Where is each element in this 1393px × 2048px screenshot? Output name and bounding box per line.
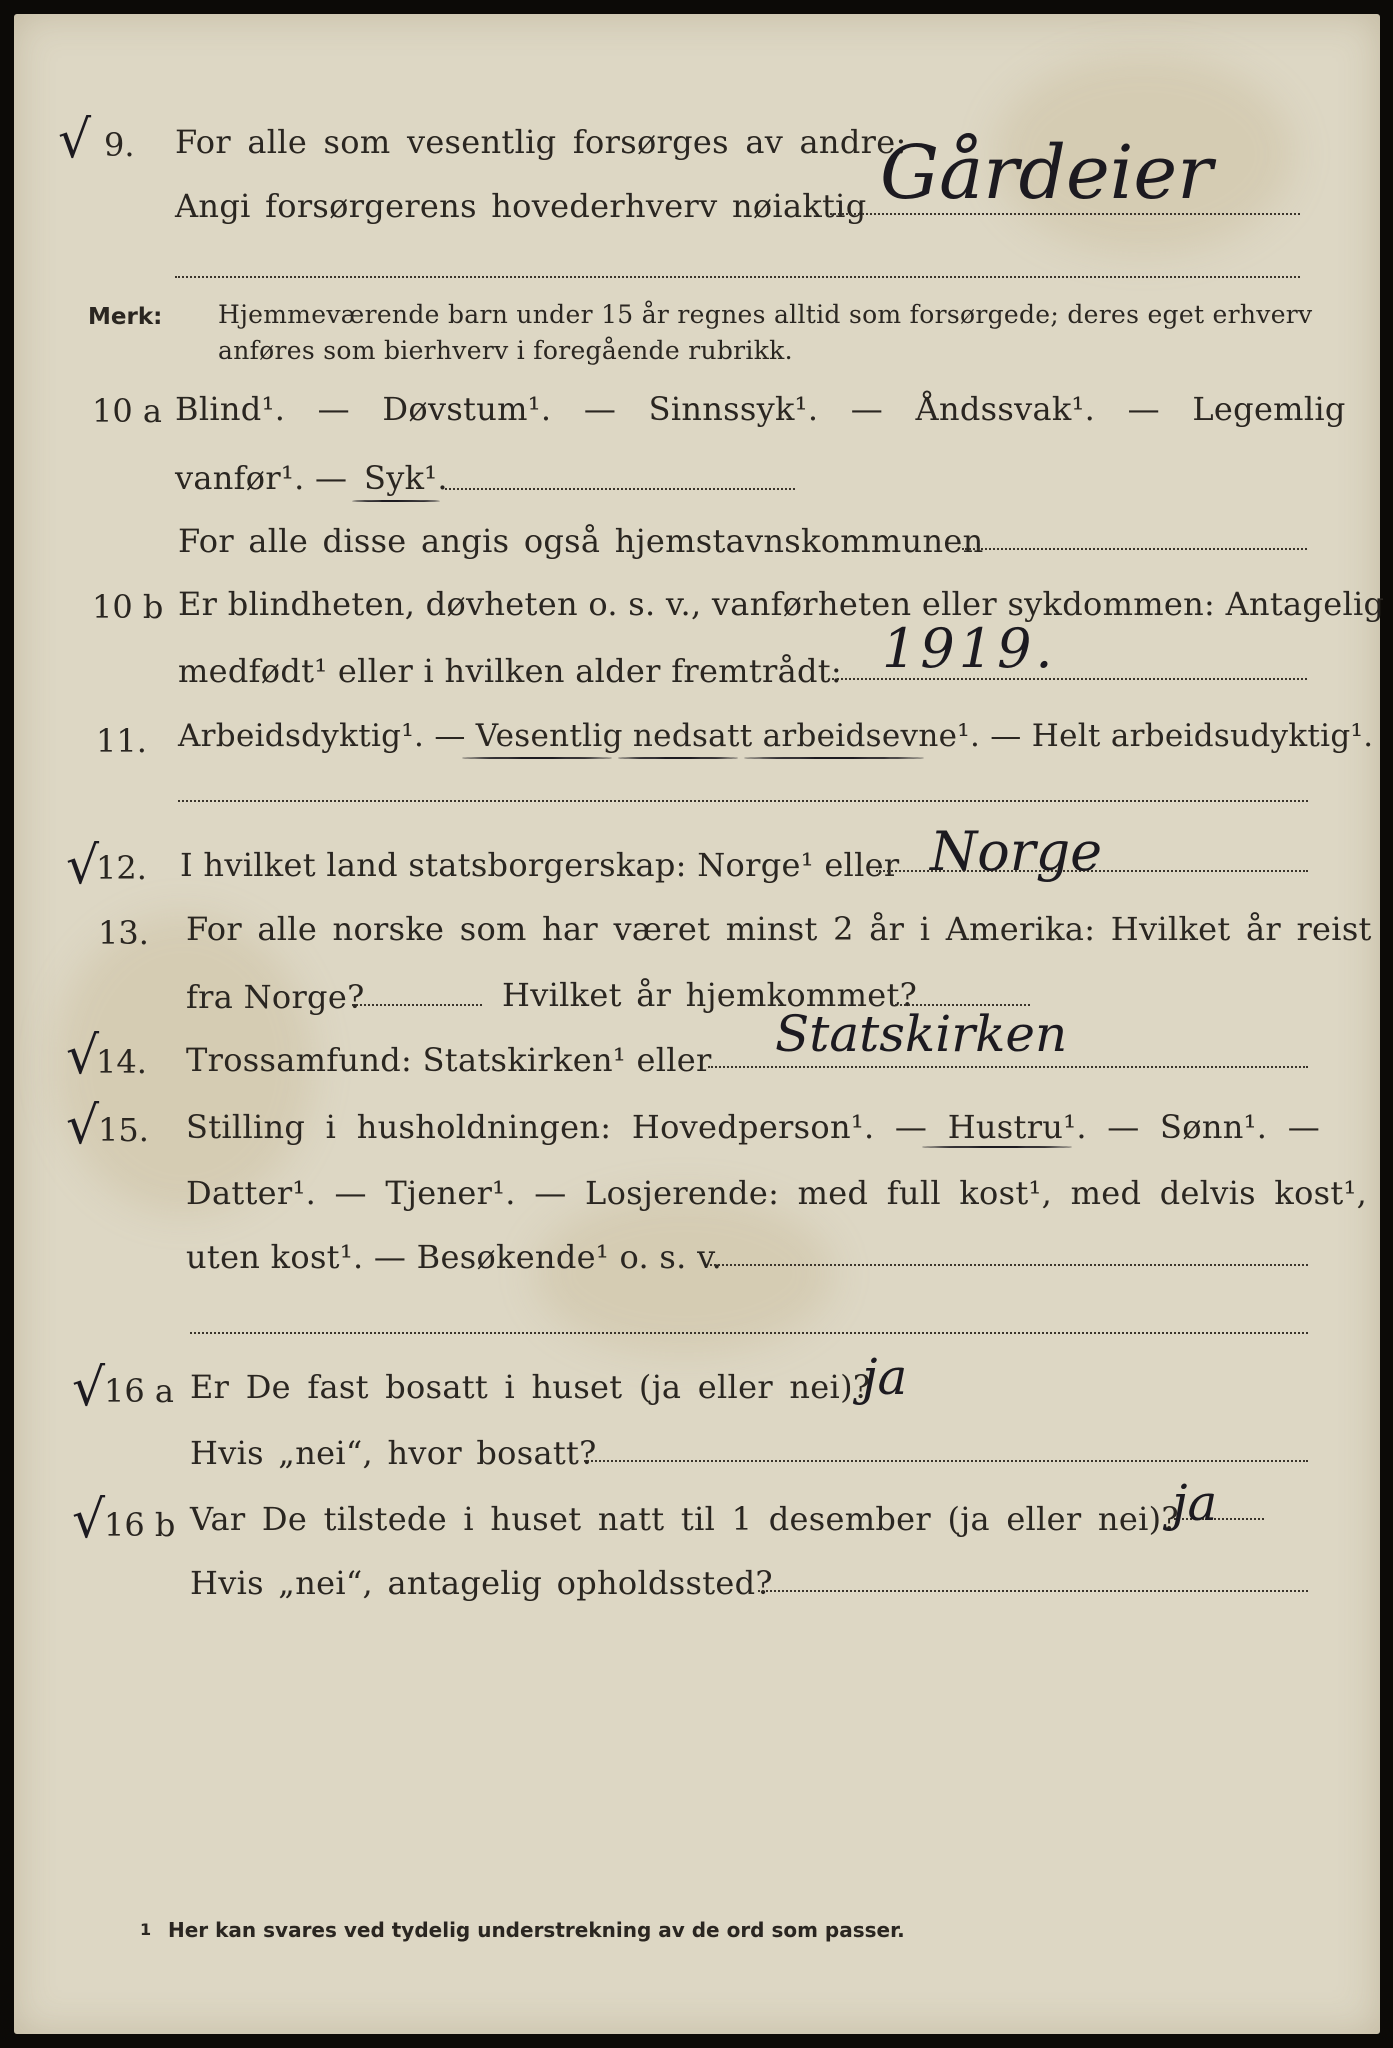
q12-text: I hvilket land statsborgerskap: Norge¹ eller	[180, 846, 900, 884]
check-mark-icon: √	[66, 1026, 100, 1086]
q13-line2b: Hvilket år hjemkommet?	[502, 976, 918, 1014]
q12-number: 12.	[96, 849, 147, 887]
q14-text: Trossamfund: Statskirken¹ eller	[186, 1041, 712, 1079]
check-mark-icon: √	[66, 1096, 100, 1156]
q16a-answer-handwritten: ja	[862, 1348, 908, 1406]
q14-number: 14.	[96, 1043, 147, 1081]
q16a-answer-line	[584, 1460, 1308, 1462]
q10b-line1: Er blindheten, døvheten o. s. v., vanførheten eller sykdommen: Antagelig	[178, 585, 1385, 623]
check-mark-icon: √	[72, 1358, 106, 1418]
q11-text: Arbeidsdyktig¹. — Vesentlig nedsatt arbeidsevne¹. — Helt arbeidsudyktig¹.	[178, 718, 1374, 754]
q15-number: 15.	[98, 1111, 149, 1149]
q15-line2: Datter¹. — Tjener¹. — Losjerende: med full kost¹, med delvis kost¹,	[186, 1174, 1368, 1212]
q11-nedsatt-underline	[618, 757, 738, 759]
q10a-hjemstavn-line	[962, 548, 1307, 550]
q11-vesentlig-underline	[462, 757, 612, 759]
q10b-number: 10 b	[92, 588, 164, 626]
q10b-line2: medfødt¹ eller i hvilken alder fremtrådt:	[178, 652, 842, 690]
q10b-answer-handwritten: 1919.	[882, 617, 1057, 680]
q15-answer-line	[710, 1264, 1308, 1266]
q16b-answer-handwritten: ja	[1172, 1474, 1218, 1532]
q9-answer-handwritten: Gårdeier	[880, 130, 1213, 216]
q10a-line2a: vanfør¹. —	[175, 459, 348, 497]
q10a-answer-line	[445, 488, 795, 490]
q10a-line1: Blind¹. — Døvstum¹. — Sinnssyk¹. — Åndssvak¹. — Legemlig	[175, 390, 1346, 428]
q15-line3: uten kost¹. — Besøkende¹ o. s. v.	[186, 1238, 723, 1276]
q16b-line2: Hvis „nei“, antagelig opholdssted?	[190, 1564, 773, 1602]
q15-hustru-underline	[922, 1146, 1072, 1148]
q11-arbeidsevne-underline	[744, 757, 924, 759]
q11-number: 11.	[96, 722, 147, 760]
check-mark-icon: √	[72, 1490, 106, 1550]
check-mark-icon: √	[58, 110, 92, 170]
q9-extra-line	[175, 276, 1300, 278]
q9-line1: For alle som vesentlig forsørges av andre:	[175, 123, 907, 161]
q15-extra-line	[190, 1332, 1308, 1334]
q13-number: 13.	[98, 914, 149, 952]
q10a-syk-underline	[352, 500, 440, 502]
q10a-line3: For alle disse angis også hjemstavnskommunen	[178, 522, 984, 560]
q14-answer-handwritten: Statskirken	[775, 1005, 1068, 1063]
footnote-text: Her kan svares ved tydelig understrekning av de ord som passer.	[168, 1918, 905, 1942]
q14-answer-line	[708, 1066, 1308, 1068]
q10a-option-syk: Syk¹.	[364, 459, 448, 497]
q16b-number: 16 b	[104, 1506, 176, 1544]
q13-line1: For alle norske som har været minst 2 år i Amerika: Hvilket år reist	[186, 910, 1372, 948]
merk-line1: Hjemmeværende barn under 15 år regnes alltid som forsørgede; deres eget erhverv	[218, 300, 1313, 329]
q16b-answer-line	[758, 1590, 1308, 1592]
merk-line2: anføres som bierhverv i foregående rubrikk.	[218, 336, 793, 365]
q9-number: 9.	[104, 126, 135, 164]
q9-line2: Angi forsørgerens hovederhverv nøiaktig	[175, 187, 867, 225]
merk-label: Merk:	[88, 304, 163, 330]
q16a-line2: Hvis „nei“, hvor bosatt?	[190, 1434, 597, 1472]
q16a-number: 16 a	[104, 1372, 174, 1410]
q16a-line1: Er De fast bosatt i huset (ja eller nei)?	[190, 1368, 871, 1406]
q13-line2a: fra Norge?	[186, 978, 365, 1016]
q13-reist-line	[352, 1004, 482, 1006]
check-mark-icon: √	[66, 836, 100, 896]
q16b-line1: Var De tilstede i huset natt til 1 desember (ja eller nei)?	[190, 1500, 1179, 1538]
footnote-mark: 1	[140, 1920, 152, 1939]
q11-extra-line	[178, 800, 1308, 802]
q15-line1: Stilling i husholdningen: Hovedperson¹. — Hustru¹. — Sønn¹. —	[186, 1108, 1321, 1146]
q10a-number: 10 a	[92, 392, 162, 430]
q12-answer-handwritten: Norge	[930, 820, 1103, 883]
